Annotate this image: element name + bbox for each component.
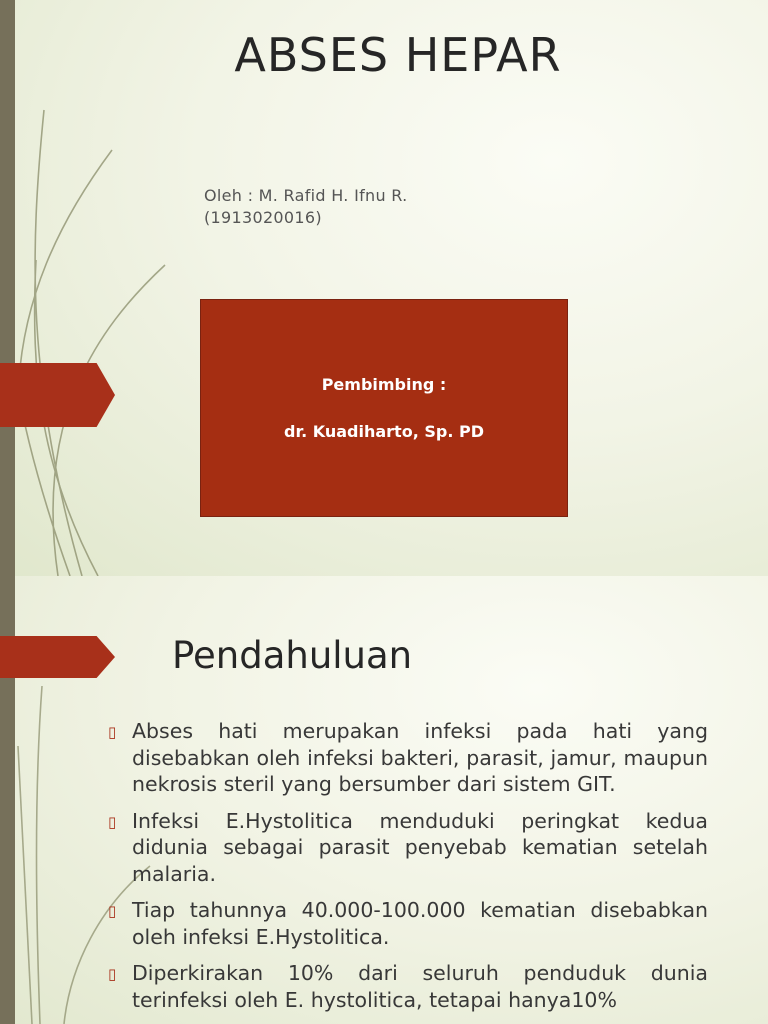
arrow-banner-shape [0, 636, 115, 678]
slide-title: ABSES HEPAR [234, 28, 562, 82]
open-square-bullet-icon: ▯ [108, 965, 117, 983]
bullet-item [108, 718, 708, 798]
bullet-text: Tiap tahunnya 40.000-100.000 kematian disebabkan oleh infeksi E.Hystolitica. [132, 898, 708, 949]
bullet-item [108, 960, 708, 1013]
supervisor-label: Pembimbing : [321, 375, 447, 394]
arrow-banner-shape [0, 363, 115, 427]
bullet-item [108, 897, 708, 950]
left-sidebar-bar [0, 0, 15, 576]
bullet-text: Infeksi E.Hystolitica menduduki peringkat kedua didunia sebagai parasit penyebab kematian setelah malaria. [132, 808, 708, 886]
author-name: Oleh : M. Rafid H. Ifnu R. [204, 186, 408, 205]
bullet-item [108, 808, 708, 888]
intro-slide [0, 576, 768, 1024]
bullet-list [108, 718, 708, 1023]
decorative-curves [0, 0, 220, 576]
open-square-bullet-icon: ▯ [108, 902, 117, 920]
supervisor-name: dr. Kuadiharto, Sp. PD [284, 422, 484, 441]
open-square-bullet-icon: ▯ [108, 812, 117, 831]
bullet-text: Abses hati merupakan infeksi pada hati yang disebabkan oleh infeksi bakteri, parasit, jamur, maupun nekrosis steril yang bersumber dari sistem GIT. [132, 719, 708, 796]
open-square-bullet-icon: ▯ [108, 723, 117, 741]
author-id: (1913020016) [204, 208, 322, 227]
supervisor-box [200, 299, 568, 517]
section-title: Pendahuluan [172, 634, 413, 677]
bullet-text: Diperkirakan 10% dari seluruh penduduk dunia terinfeksi oleh E. hystolitica, tetapai hanya10% [132, 961, 708, 1012]
